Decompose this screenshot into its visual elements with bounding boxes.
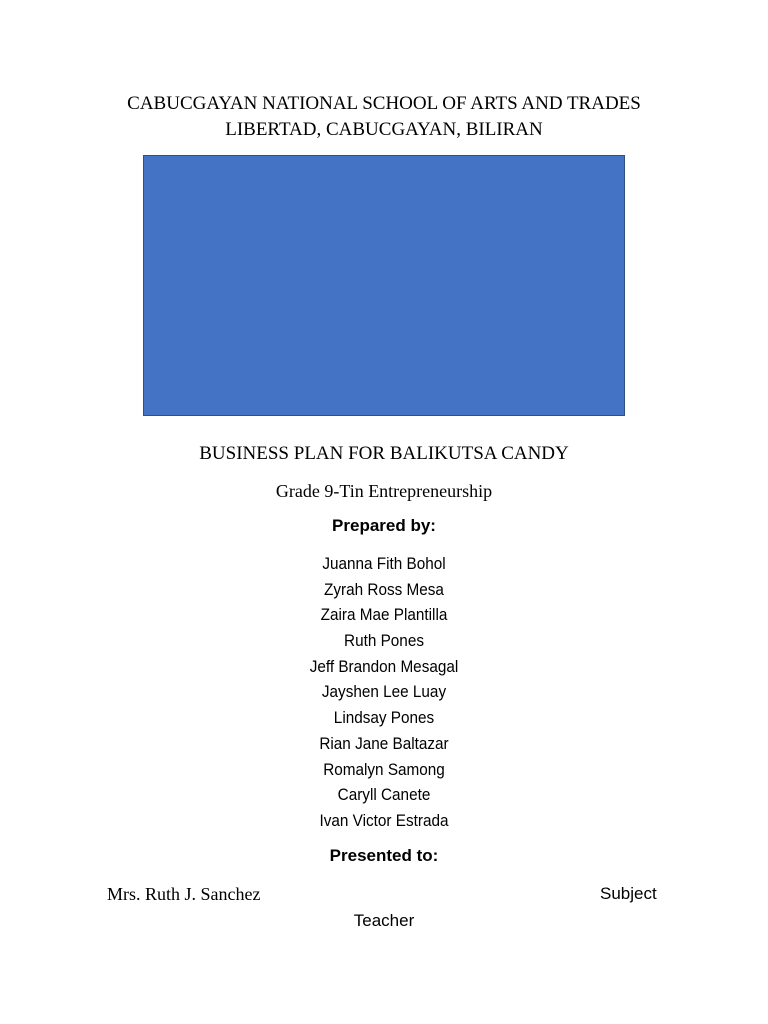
member-name: Jeff Brandon Mesagal: [309, 656, 459, 676]
grade-section-line: Grade 9-Tin Entrepreneurship: [275, 481, 493, 501]
school-address: LIBERTAD, CABUCGAYAN, BILIRAN: [225, 119, 543, 140]
business-plan-title: BUSINESS PLAN FOR BALIKUTSA CANDY: [199, 443, 569, 464]
presented-to-heading: Presented to:: [329, 846, 439, 865]
member-name: Juanna Fith Bohol: [322, 554, 446, 573]
member-name: Ruth Pones: [344, 631, 424, 651]
teacher-name: Mrs. Ruth J. Sanchez: [107, 884, 261, 904]
member-name: Rian Jane Baltazar: [319, 733, 449, 753]
school-name: CABUCGAYAN NATIONAL SCHOOL OF ARTS AND TRADES: [127, 93, 641, 114]
prepared-by-heading: Prepared by:: [332, 516, 436, 535]
teacher-role-line1: Subject: [600, 884, 657, 903]
member-name: Jayshen Lee Luay: [321, 682, 447, 702]
teacher-role-line2: Teacher: [353, 911, 415, 930]
prepared-by-list: [0, 551, 768, 834]
member-name: Romalyn Samong: [323, 759, 445, 779]
member-name: Ivan Victor Estrada: [319, 810, 449, 830]
cover-image-placeholder: [143, 155, 625, 416]
member-name: Zaira Mae Plantilla: [320, 605, 448, 625]
member-name: Lindsay Pones: [333, 708, 435, 728]
member-name: Zyrah Ross Mesa: [324, 579, 444, 599]
member-name: Caryll Canete: [337, 785, 431, 805]
